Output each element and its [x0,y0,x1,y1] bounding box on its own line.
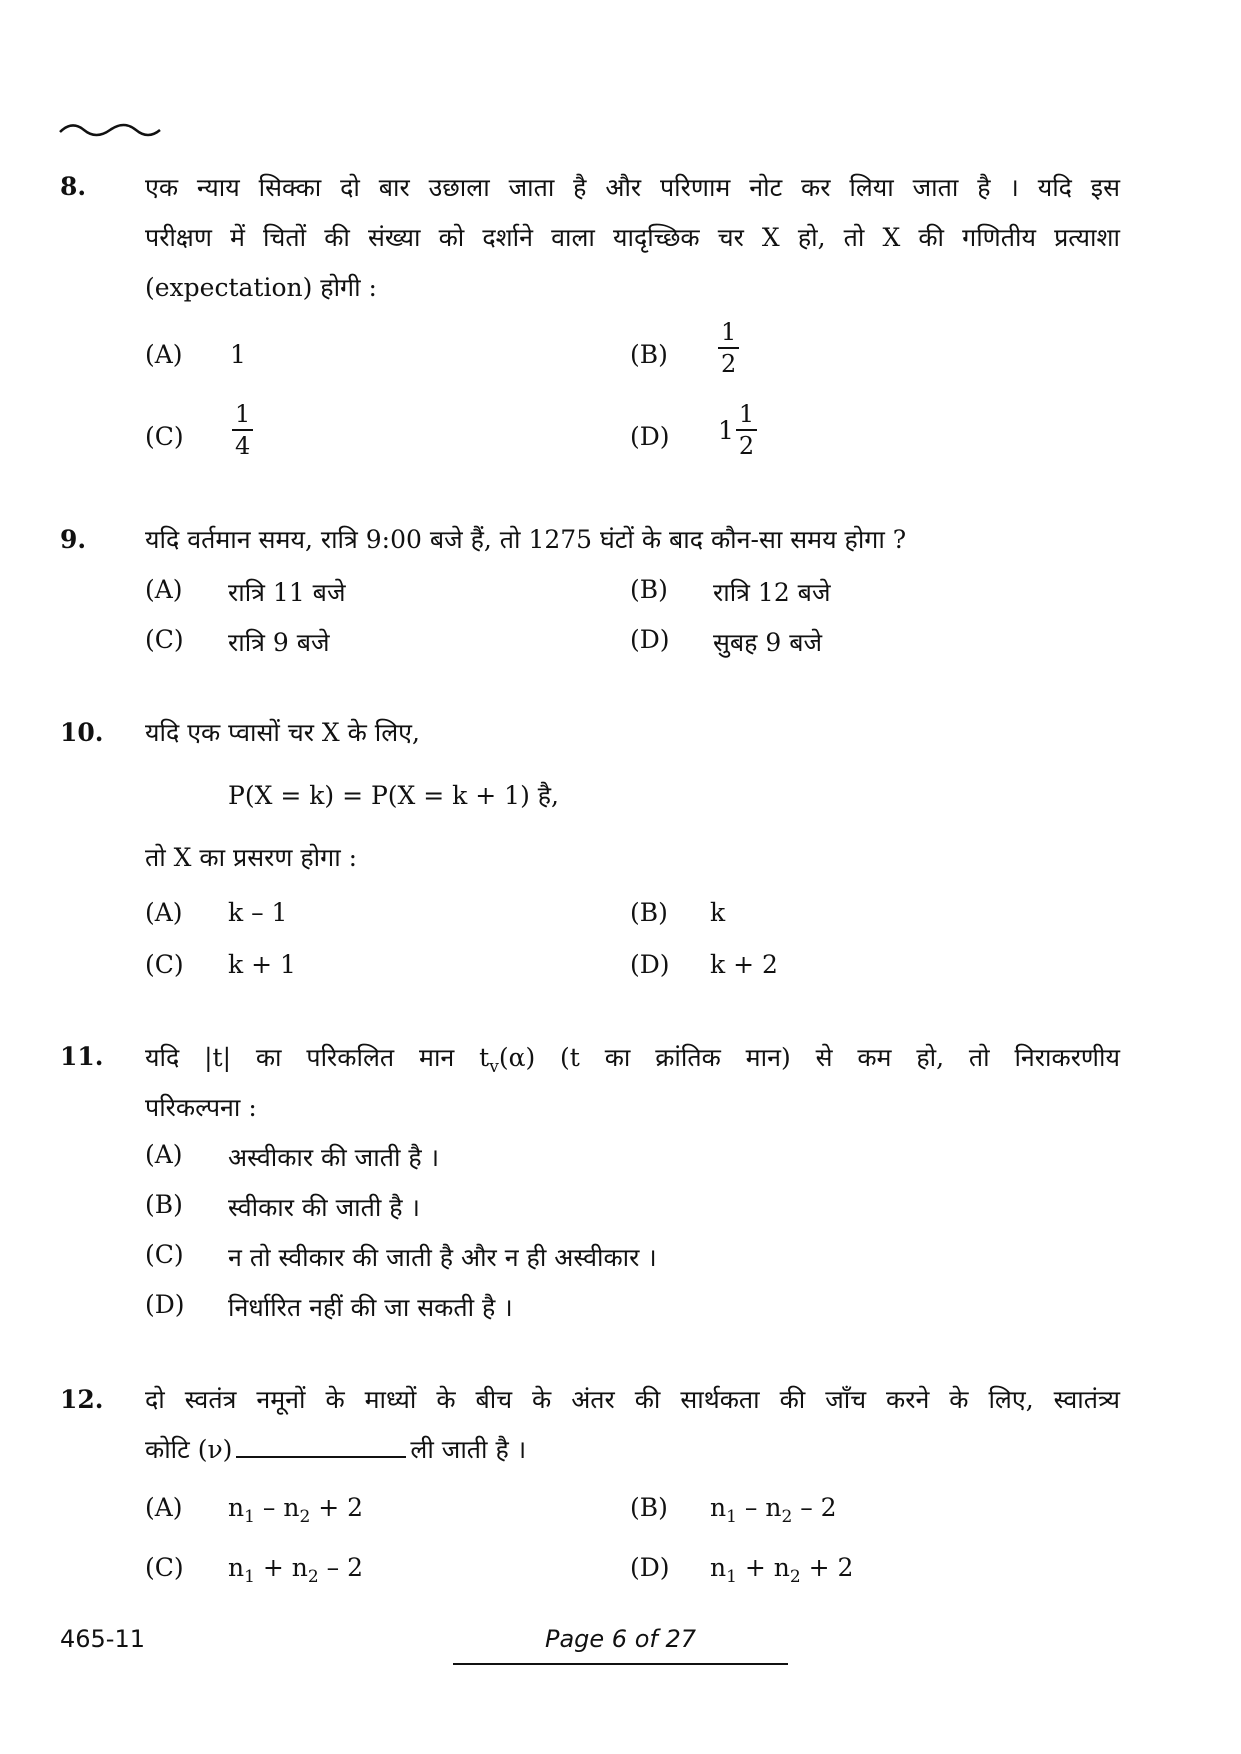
q9-option-b-value: रात्रि 12 बजे [713,578,831,607]
q11-option-c-label: (C) [145,1240,184,1269]
question-11-text-line-2: परिकल्पना : [145,1093,257,1122]
question-11-number: 11. [60,1042,104,1071]
q11-option-d-value: निर्धारित नहीं की जा सकती है । [228,1293,513,1322]
question-12-text-line-2: कोटि (ν) ली जाती है । [145,1435,527,1464]
q9-option-c-label: (C) [145,625,184,654]
q10-option-d-label: (D) [630,950,670,979]
question-10-number: 10. [60,718,104,747]
question-8-text-line-1: एक न्याय सिक्का दो बार उछाला जाता है और परिणाम नोट कर लिया जाता है । यदि इस [145,173,1120,202]
q11-option-b-value: स्वीकार की जाती है । [228,1193,420,1222]
q11-option-a-label: (A) [145,1140,183,1169]
q11-option-d-label: (D) [145,1290,185,1319]
q10-option-b-value: k [710,898,726,927]
q12-option-a-value: $n_1 - n_2 + 2$ [228,1493,364,1527]
q9-option-a-label: (A) [145,575,183,604]
question-10-text-line-1: यदि एक प्वासों चर X के लिए, [145,718,420,747]
q8-option-c-label: (C) [145,422,184,451]
question-11-text-line-1: यदि |t| का परिकलित मान $t_v(\alpha)$ (t का क्रांतिक मान) से कम हो, तो निराकरणीय [145,1043,1120,1077]
fill-in-blank [236,1446,406,1458]
fraction-one-half: $\frac{1}{2}$ [718,320,739,377]
q8-option-d-label: (D) [630,422,670,451]
question-9-number: 9. [60,525,87,554]
question-9-text: यदि वर्तमान समय, रात्रि 9:00 बजे हैं, तो 1275 घंटों के बाद कौन-सा समय होगा ? [145,525,907,554]
q10-option-c-value: k + 1 [228,950,296,979]
q12-option-c-value: $n_1 + n_2 - 2$ [228,1553,364,1587]
q10-option-a-value: k – 1 [228,898,288,927]
q8-option-d-value: 1 $\frac{1}{2}$ [718,402,757,459]
q9-option-d-value: सुबह 9 बजे [713,628,823,657]
q10-option-d-value: k + 2 [710,950,778,979]
page-number: Page 6 of 27 [544,1625,696,1653]
q8-option-a-value: 1 [230,340,246,369]
q12-option-b-value: $n_1 - n_2 - 2$ [710,1493,837,1527]
q12-option-d-value: $n_1 + n_2 + 2$ [710,1553,854,1587]
q12-option-a-label: (A) [145,1493,183,1522]
q10-option-b-label: (B) [630,898,668,927]
q10-option-a-label: (A) [145,898,183,927]
q12-option-b-label: (B) [630,1493,668,1522]
question-8-number: 8. [60,172,87,201]
q10-option-c-label: (C) [145,950,184,979]
q8-option-b-label: (B) [630,340,668,369]
q9-option-b-label: (B) [630,575,668,604]
q8-option-c-value [232,402,253,459]
squiggle-ornament [58,118,162,142]
q11-option-a-value: अस्वीकार की जाती है । [228,1143,440,1172]
question-8-text-line-2: परीक्षण में चितों की संख्या को दर्शाने वाला यादृच्छिक चर X हो, तो X की गणितीय प्रत्याशा [145,223,1120,252]
q8-option-a-label: (A) [145,340,183,369]
fraction-mixed-one-half: $\frac{1}{2}$ [736,402,757,459]
paper-code: 465-11 [60,1625,146,1653]
q11-option-c-value: न तो स्वीकार की जाती है और न ही अस्वीकार । [228,1243,657,1272]
question-12-number: 12. [60,1385,104,1414]
q11-option-b-label: (B) [145,1190,183,1219]
q12-option-d-label: (D) [630,1553,670,1582]
footer-rule [453,1663,788,1665]
q9-option-a-value: रात्रि 11 बजे [228,578,346,607]
q9-option-c-value: रात्रि 9 बजे [228,628,330,657]
question-10-text-line-3: तो X का प्रसरण होगा : [145,843,358,872]
q8-option-b-value [718,320,739,377]
question-10-equation: P(X = k) = P(X = k + 1) है, [228,781,559,810]
question-12-text-line-1: दो स्वतंत्र नमूनों के माध्यों के बीच के अंतर की सार्थकता की जाँच करने के लिए, स्वातंत्र्य [145,1385,1120,1414]
fraction-one-quarter: $\frac{1}{4}$ [232,402,253,459]
q12-option-c-label: (C) [145,1553,184,1582]
q9-option-d-label: (D) [630,625,670,654]
question-8-text-line-3: (expectation) होगी : [145,273,377,302]
